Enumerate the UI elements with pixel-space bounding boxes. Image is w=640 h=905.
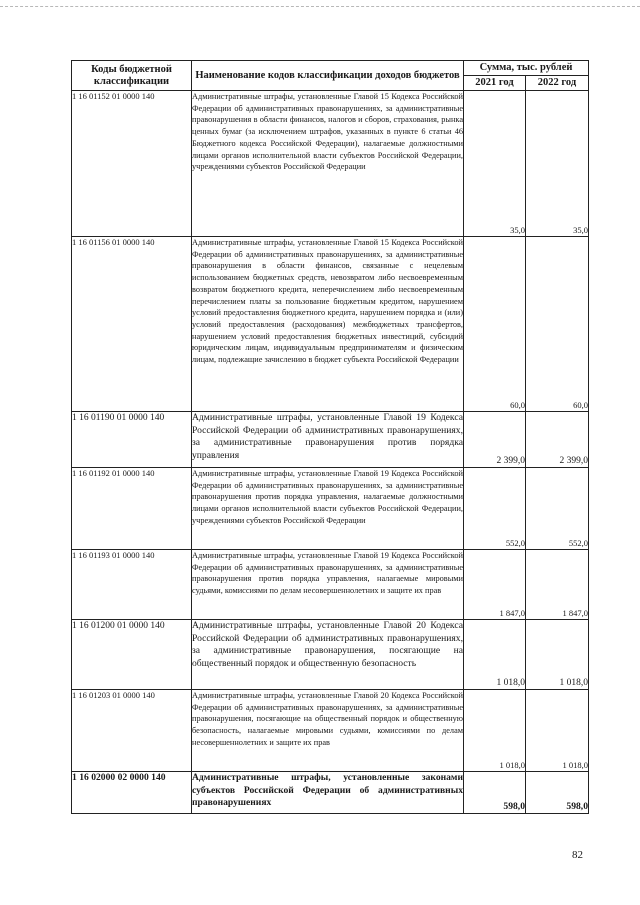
page-number: 82 bbox=[572, 849, 583, 861]
row-value-2022: 2 399,0 bbox=[526, 412, 589, 468]
row-name: Административные штрафы, установленные Главой 20 Кодекса Российской Федерации об административных правонарушениях, за административные правонарушения, посягающие на общественный порядок и общественную безопасность, налагаемые мировыми судьями, комиссиями по делам несовершеннолетних и защите их прав bbox=[192, 690, 464, 772]
header-year-2021: 2021 год bbox=[464, 76, 526, 91]
row-value-2022: 1 018,0 bbox=[526, 620, 589, 690]
row-value-2021: 1 018,0 bbox=[464, 690, 526, 772]
table-row bbox=[72, 772, 589, 814]
row-code: 1 16 01190 01 0000 140 bbox=[72, 412, 192, 468]
row-value-2022: 1 847,0 bbox=[526, 550, 589, 620]
table-row bbox=[72, 690, 589, 772]
row-value-2022: 35,0 bbox=[526, 91, 589, 237]
header-sum: Сумма, тыс. рублей bbox=[464, 61, 589, 76]
row-code: 1 16 01156 01 0000 140 bbox=[72, 237, 192, 412]
row-name: Административные штрафы, установленные Главой 15 Кодекса Российской Федерации об административных правонарушениях, за административные правонарушения в области финансов, связанные с нецелевым использованием бюджетных средств, невозвратом либо несвоевременным возвратом бюджетного кредита, неперечислением либо несвоевременным перечислением платы за пользование бюджетным кредитом, нарушением условий предоставления бюджетного кредита, нарушением порядка и (или) условий предоставления (расходования) межбюджетных трансфертов, нарушением условий предоставления бюджетных инвестиций, субсидий юридическим лицам, индивидуальным предпринимателям и физическим лицам, подлежащие зачислению в бюджет субъекта Российской Федерации bbox=[192, 237, 464, 412]
scan-edge-line bbox=[0, 6, 640, 7]
row-value-2022: 552,0 bbox=[526, 468, 589, 550]
budget-classification-table bbox=[71, 60, 589, 814]
row-name: Административные штрафы, установленные Главой 19 Кодекса Российской Федерации об административных правонарушениях, за административные правонарушения против порядка управления, налагаемые мировыми судьями, комиссиями по делам несовершеннолетних и защите их прав bbox=[192, 550, 464, 620]
row-value-2021: 1 847,0 bbox=[464, 550, 526, 620]
row-code: 1 16 02000 02 0000 140 bbox=[72, 772, 192, 814]
row-code: 1 16 01200 01 0000 140 bbox=[72, 620, 192, 690]
header-code: Коды бюджетной классификации bbox=[72, 61, 192, 91]
row-code: 1 16 01192 01 0000 140 bbox=[72, 468, 192, 550]
table-row bbox=[72, 468, 589, 550]
header-year-2022: 2022 год bbox=[526, 76, 589, 91]
table-row bbox=[72, 237, 589, 412]
row-name: Административные штрафы, установленные Главой 19 Кодекса Российской Федерации об административных правонарушениях, за административные правонарушения против порядка управления, налагаемые должностными лицами органов исполнительной власти субъектов Российской Федерации, учреждениями субъектов Российской Федерации bbox=[192, 468, 464, 550]
row-code: 1 16 01193 01 0000 140 bbox=[72, 550, 192, 620]
header-name: Наименование кодов классификации доходов бюджетов bbox=[192, 61, 464, 91]
row-name: Административные штрафы, установленные Главой 20 Кодекса Российской Федерации об административных правонарушениях, за административные правонарушения, посягающие на общественный порядок и общественную безопасность bbox=[192, 620, 464, 690]
row-value-2021: 1 018,0 bbox=[464, 620, 526, 690]
table-row bbox=[72, 412, 589, 468]
table-row bbox=[72, 620, 589, 690]
row-value-2021: 35,0 bbox=[464, 91, 526, 237]
row-value-2022: 60,0 bbox=[526, 237, 589, 412]
table-row bbox=[72, 91, 589, 237]
row-name: Административные штрафы, установленные Главой 19 Кодекса Российской Федерации об административных правонарушениях, за административные правонарушения против порядка управления bbox=[192, 412, 464, 468]
table-row bbox=[72, 550, 589, 620]
row-value-2022: 1 018,0 bbox=[526, 690, 589, 772]
row-value-2021: 60,0 bbox=[464, 237, 526, 412]
row-value-2021: 552,0 bbox=[464, 468, 526, 550]
row-value-2022: 598,0 bbox=[526, 772, 589, 814]
row-code: 1 16 01203 01 0000 140 bbox=[72, 690, 192, 772]
row-name: Административные штрафы, установленные Главой 15 Кодекса Российской Федерации об административных правонарушениях, за административные правонарушения в области финансов, налогов и сборов, страхования, рынка ценных бумаг (за исключением штрафов, указанных в пункте 6 статьи 46 Бюджетного кодекса Российской Федерации), налагаемые должностными лицами органов исполнительной власти субъектов Российской Федерации, учреждениями субъектов Российской Федерации bbox=[192, 91, 464, 237]
row-value-2021: 2 399,0 bbox=[464, 412, 526, 468]
row-name: Административные штрафы, установленные законами субъектов Российской Федерации об административных правонарушениях bbox=[192, 772, 464, 814]
header-row bbox=[72, 61, 589, 76]
row-value-2021: 598,0 bbox=[464, 772, 526, 814]
row-code: 1 16 01152 01 0000 140 bbox=[72, 91, 192, 237]
